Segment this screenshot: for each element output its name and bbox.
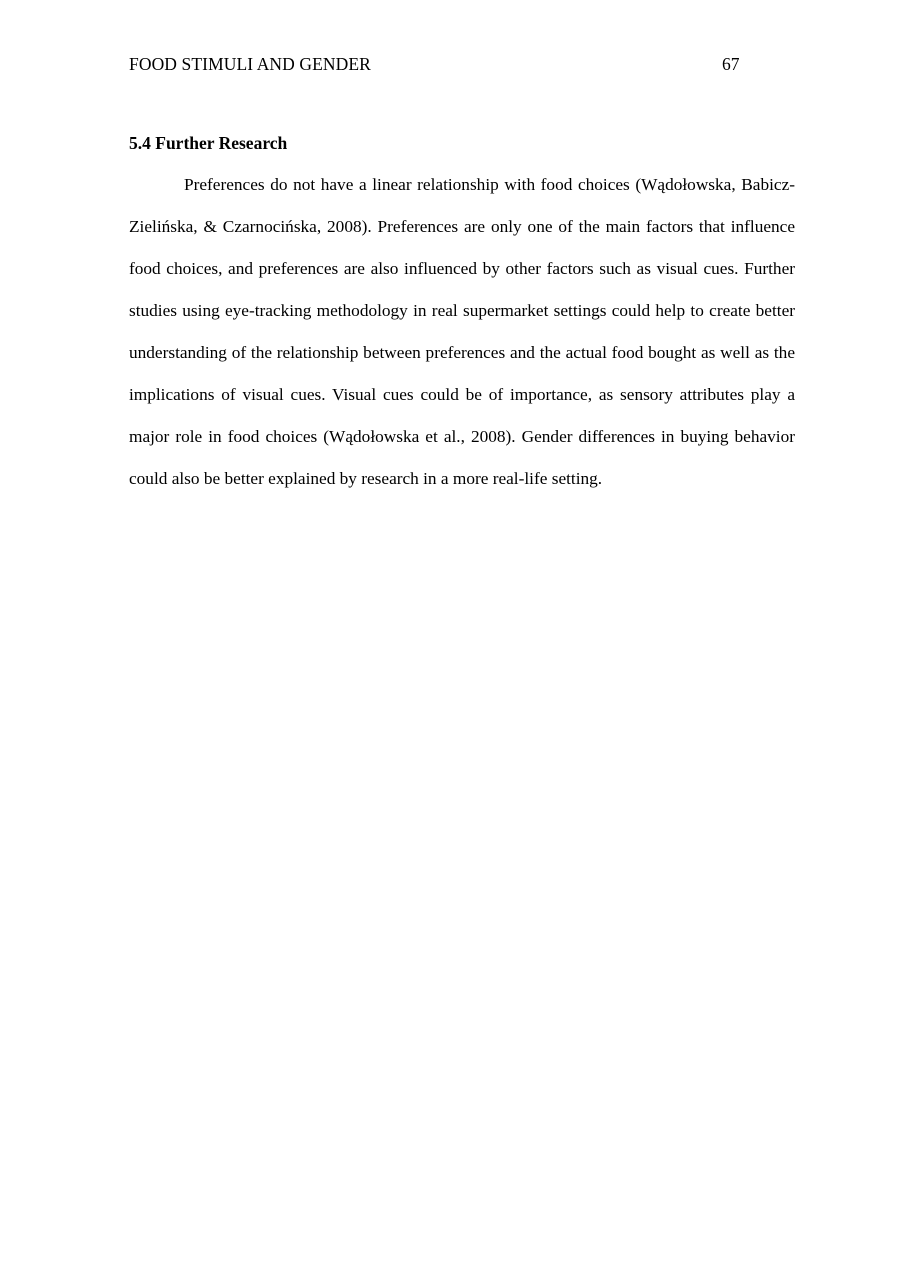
body-paragraph: Preferences do not have a linear relationship with food choices (Wądołowska, Babicz-Zielińska, & Czarnocińska, 2008). Preferences are only one of the main factors that influence food choices, and preferences are also influenced by other factors such as visual cues. Further studies using eye-tracking methodology in real supermarket settings could help to create better understanding of the relationship between preferences and the actual food bought as well as the implications of visual cues. Visual cues could be of importance, as sensory attributes play a major role in food choices (Wądołowska et al., 2008). Gender differences in buying behavior could also be better explained by research in a more real-life setting. [129,175,795,488]
section-heading: 5.4 Further Research [129,133,288,153]
page-number: 67 [722,54,740,74]
running-head: FOOD STIMULI AND GENDER [129,54,371,74]
